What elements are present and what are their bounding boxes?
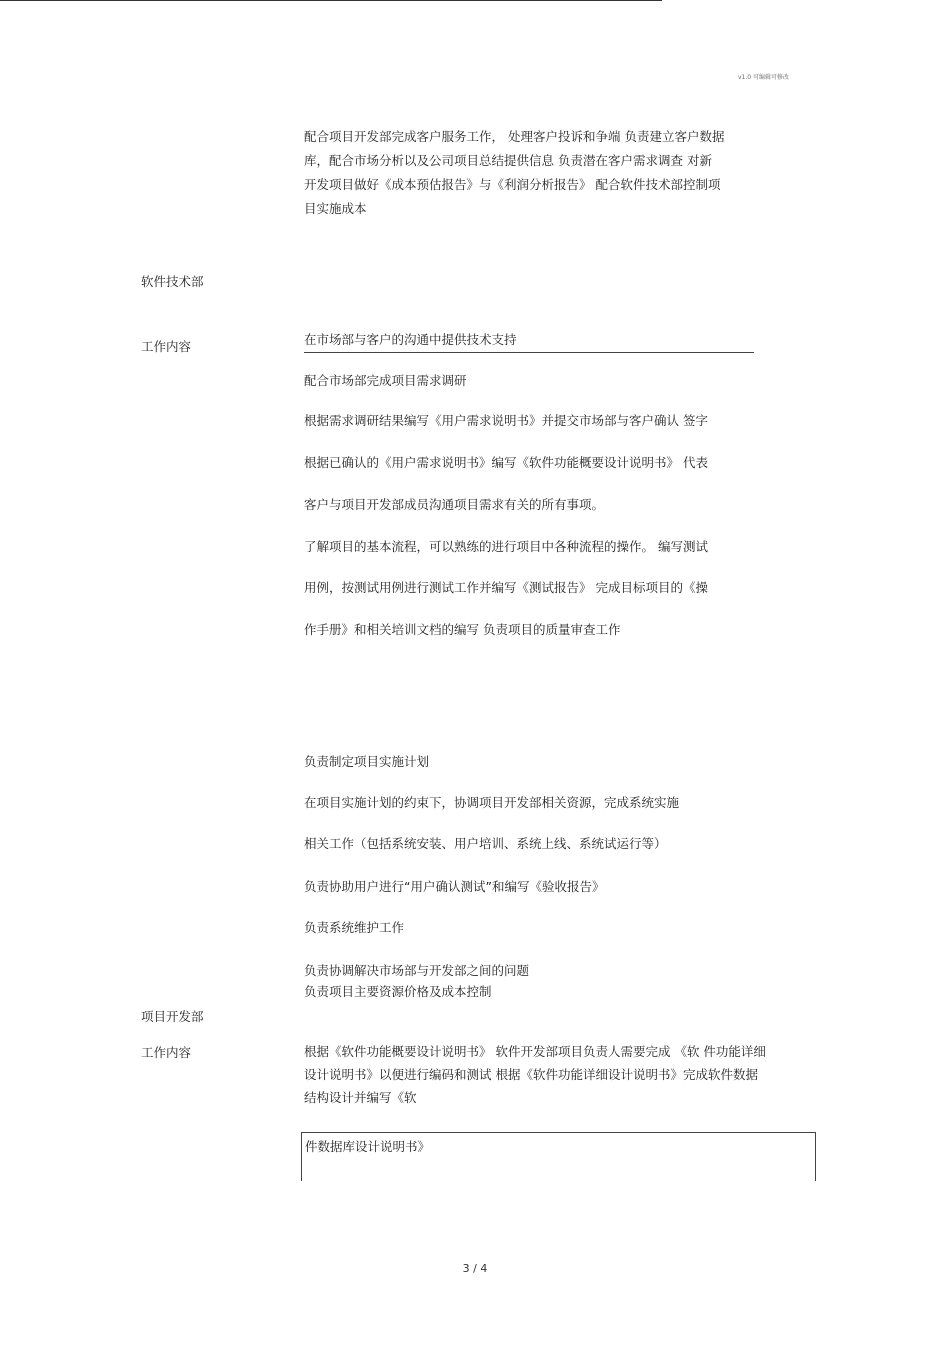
intro-line: 配合项目开发部完成客户服务工作， 处理客户投诉和争端 负责建立客户数据 — [304, 129, 725, 144]
list-item: 负责协调解决市场部与开发部之间的问题 — [304, 963, 530, 978]
project-dept-work-label: 工作内容 — [141, 1045, 192, 1060]
header-version-note: v1.0 可编辑可修改 — [738, 74, 790, 81]
list-item: 根据需求调研结果编写《用户需求说明书》并提交市场部与客户确认 签字 — [304, 413, 708, 428]
list-item: 用例，按测试用例进行测试工作并编写《测试报告》 完成目标项目的《操 — [304, 580, 708, 595]
intro-line: 库，配合市场分析以及公司项目总结提供信息 负责潜在客户需求调查 对新 — [304, 153, 712, 168]
header-rule — [0, 0, 662, 1]
project-dept-title: 项目开发部 — [141, 1009, 204, 1024]
list-item: 负责项目主要资源价格及成本控制 — [304, 984, 492, 999]
table-cell-box — [301, 1132, 816, 1181]
list-item: 在项目实施计划的约束下，协调项目开发部相关资源，完成系统实施 — [304, 795, 680, 810]
project-dept-line: 结构设计并编写《软 — [304, 1090, 417, 1105]
list-item: 负责制定项目实施计划 — [304, 754, 430, 769]
table-cell-text: 件数据库设计说明书》 — [305, 1139, 431, 1154]
project-dept-line: 根据《软件功能概要设计说明书》 软件开发部项目负责人需要完成 《软 件功能详细 — [304, 1044, 766, 1059]
intro-line: 开发项目做好《成本预估报告》与《利润分析报告》 配合软件技术部控制项 — [304, 177, 721, 192]
list-item: 负责协助用户进行“用户确认测试”和编写《验收报告》 — [304, 879, 605, 894]
list-item: 了解项目的基本流程，可以熟练的进行项目中各种流程的操作。 编写测试 — [304, 539, 708, 554]
list-item: 配合市场部完成项目需求调研 — [304, 373, 467, 388]
list-item: 负责系统维护工作 — [304, 920, 405, 935]
list-item: 根据已确认的《用户需求说明书》编写《软件功能概要设计说明书》 代表 — [304, 455, 708, 470]
software-dept-title: 软件技术部 — [141, 274, 204, 289]
list-item: 作手册》和相关培训文档的编写 负责项目的质量审查工作 — [304, 622, 621, 637]
software-dept-work-label: 工作内容 — [141, 339, 192, 354]
project-dept-line: 设计说明书》以便进行编码和测试 根据《软件功能详细设计说明书》完成软件数据 — [304, 1067, 758, 1082]
intro-line: 目实施成本 — [304, 201, 367, 216]
list-item: 相关工作（包括系统安装、用户培训、系统上线、系统试运行等） — [304, 836, 667, 851]
software-dept-first-item: 在市场部与客户的沟通中提供技术支持 — [304, 332, 517, 347]
list-item: 客户与项目开发部成员沟通项目需求有关的所有事项。 — [304, 497, 605, 512]
software-dept-rule — [304, 352, 754, 353]
page-number: 3 / 4 — [462, 1262, 488, 1275]
